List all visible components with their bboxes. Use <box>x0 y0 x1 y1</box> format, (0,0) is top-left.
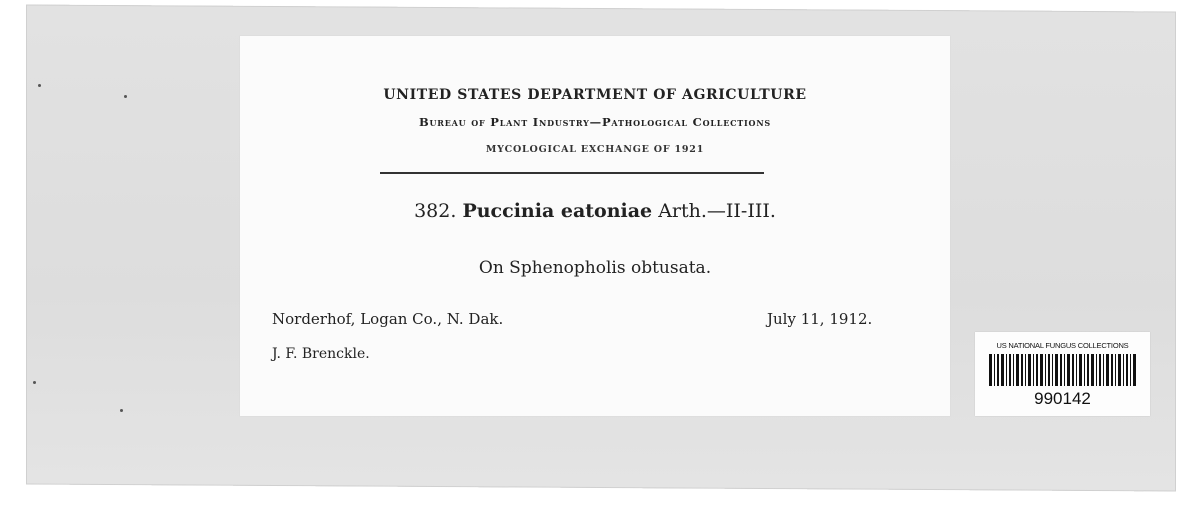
label-header-department: UNITED STATES DEPARTMENT OF AGRICULTURE <box>383 87 807 103</box>
collection-locality: Norderhof, Logan Co., N. Dak. <box>272 310 504 328</box>
catalog-number: 990142 <box>1034 389 1091 408</box>
label-header-bureau: Bureau of Plant Industry—Pathological Collections <box>418 115 772 129</box>
species-line <box>240 200 950 222</box>
specimen-label <box>240 36 950 416</box>
paper-speck <box>124 95 127 98</box>
species-name: Puccinia eatoniae <box>462 200 653 222</box>
host-plant: On Sphenopholis obtusata. <box>478 258 712 278</box>
barcode-title: US NATIONAL FUNGUS COLLECTIONS <box>996 341 1129 350</box>
barcode-label <box>975 332 1150 416</box>
paper-speck <box>33 381 36 384</box>
collector-name: J. F. Brenckle. <box>272 346 370 362</box>
paper-speck <box>120 409 123 412</box>
barcode-icon <box>989 354 1136 386</box>
label-header-exchange: MYCOLOGICAL EXCHANGE OF 1921 <box>485 144 705 155</box>
header-divider <box>380 172 764 174</box>
species-authority: Arth.—II-III. <box>658 200 776 222</box>
specimen-number: 382. <box>414 200 457 222</box>
collection-date: July 11, 1912. <box>767 310 873 328</box>
paper-speck <box>38 84 41 87</box>
